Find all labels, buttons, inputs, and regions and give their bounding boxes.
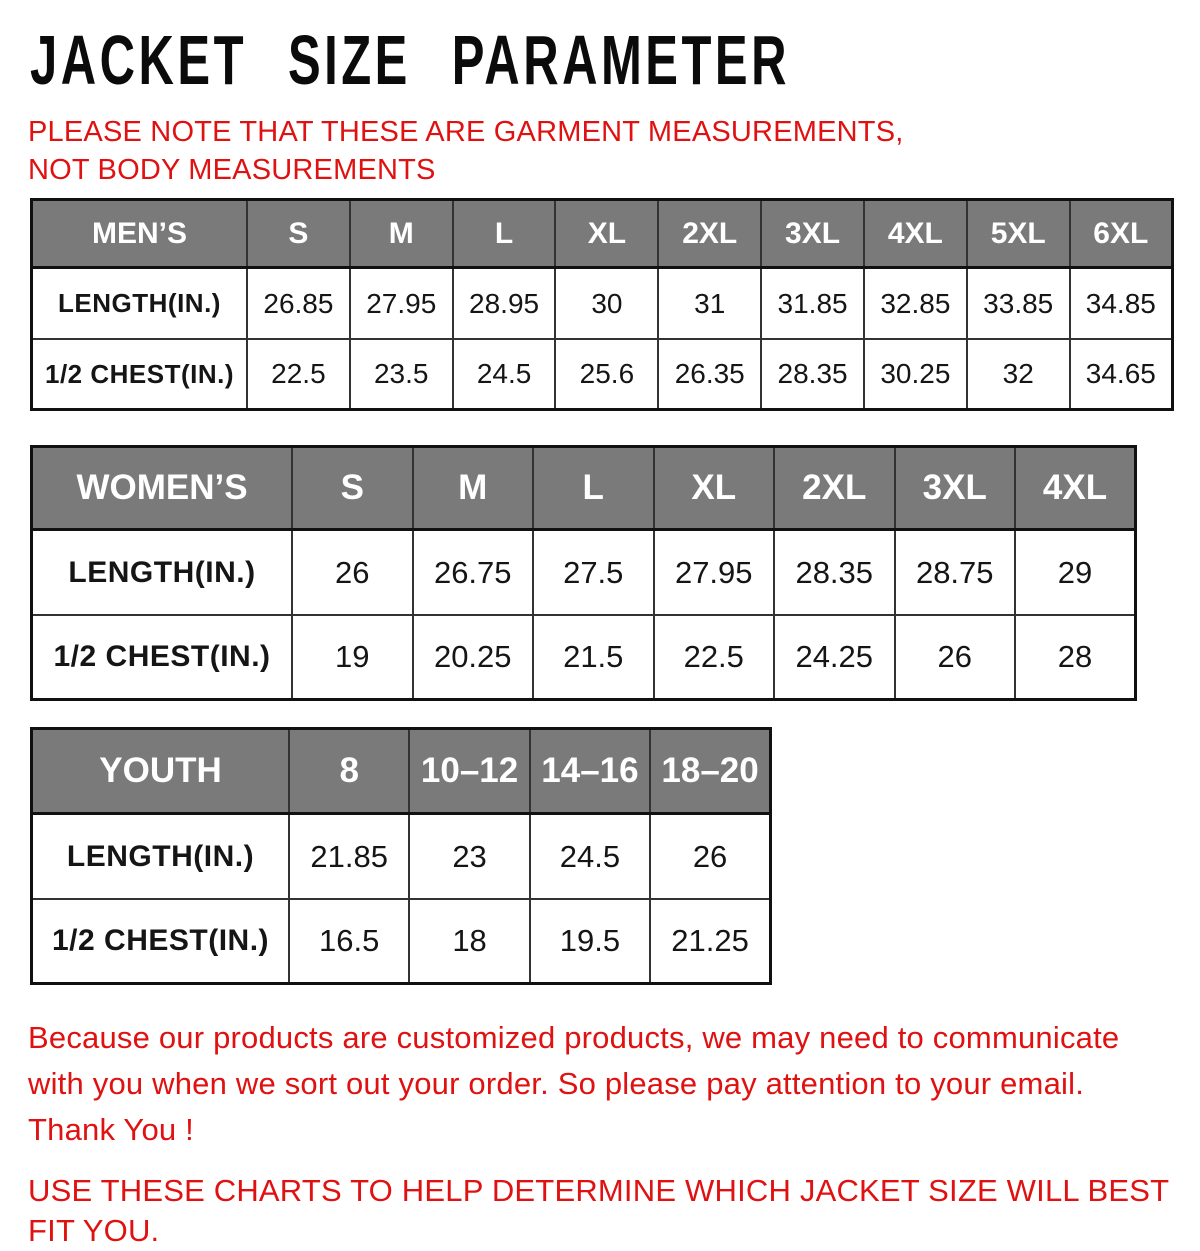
size-value: 26 (292, 530, 413, 615)
mens-size-column-header: 3XL (761, 200, 864, 268)
jacket-size-chart-page (0, 21, 1200, 1251)
size-value: 24.5 (453, 339, 556, 410)
size-value: 27.5 (533, 530, 654, 615)
mens-size-column-header: 6XL (1070, 200, 1173, 268)
size-value: 31 (658, 268, 761, 339)
womens-size-column-header: 4XL (1015, 447, 1136, 530)
mens-size-column-header: 5XL (967, 200, 1070, 268)
youth-size-column-header: 8 (289, 729, 409, 814)
size-value: 28 (1015, 615, 1136, 700)
mens-size-column-header: 2XL (658, 200, 761, 268)
womens-size-column-header: 2XL (774, 447, 895, 530)
womens-size-column-header: L (533, 447, 654, 530)
mens-size-column-header: S (247, 200, 350, 268)
size-value: 25.6 (555, 339, 658, 410)
size-value: 32.85 (864, 268, 967, 339)
youth-size-column-header: 14–16 (530, 729, 650, 814)
youth-header-row (32, 729, 771, 814)
womens-size-column-header: M (413, 447, 534, 530)
size-value: 22.5 (247, 339, 350, 410)
size-value: 28.35 (761, 339, 864, 410)
row-label: LENGTH(IN.) (32, 530, 293, 615)
fit-advice: USE THESE CHARTS TO HELP DETERMINE WHICH JACKET SIZE WILL BEST FIT YOU. (28, 1173, 1169, 1249)
size-value: 33.85 (967, 268, 1070, 339)
youth-measurement-row (32, 814, 771, 899)
youth-table-title: YOUTH (32, 729, 290, 814)
womens-table-title: WOMEN’S (32, 447, 293, 530)
size-value: 28.75 (895, 530, 1016, 615)
size-value: 34.65 (1070, 339, 1173, 410)
row-label: 1/2 CHEST(IN.) (32, 615, 293, 700)
mens-table-title: MEN’S (32, 200, 248, 268)
mens-size-column-header: M (350, 200, 453, 268)
customization-notice: Because our products are customized products, we may need to communicate with you when we sort out your order. So please pay attention to your email. Thank You ! (28, 1020, 1120, 1148)
size-value: 22.5 (654, 615, 775, 700)
mens-size-table (30, 198, 1174, 411)
womens-size-column-header: 3XL (895, 447, 1016, 530)
size-value: 23 (409, 814, 529, 899)
mens-header-row (32, 200, 1173, 268)
womens-size-table (30, 445, 1137, 701)
row-label: 1/2 CHEST(IN.) (32, 339, 248, 410)
size-value: 19 (292, 615, 413, 700)
size-value: 21.5 (533, 615, 654, 700)
size-value: 30 (555, 268, 658, 339)
size-value: 26.75 (413, 530, 534, 615)
size-value: 26 (895, 615, 1016, 700)
row-label: LENGTH(IN.) (32, 268, 248, 339)
size-value: 34.85 (1070, 268, 1173, 339)
size-value: 26.85 (247, 268, 350, 339)
size-value: 28.95 (453, 268, 556, 339)
youth-size-column-header: 18–20 (650, 729, 770, 814)
size-value: 29 (1015, 530, 1136, 615)
page-title: JACKET SIZE PARAMETER (30, 21, 790, 99)
size-value: 24.25 (774, 615, 895, 700)
youth-size-column-header: 10–12 (409, 729, 529, 814)
womens-header-row (32, 447, 1136, 530)
mens-size-column-header: 4XL (864, 200, 967, 268)
size-value: 27.95 (350, 268, 453, 339)
size-value: 26 (650, 814, 770, 899)
mens-measurement-row (32, 339, 1173, 410)
size-value: 24.5 (530, 814, 650, 899)
youth-measurement-row (32, 899, 771, 984)
size-value: 20.25 (413, 615, 534, 700)
size-value: 26.35 (658, 339, 761, 410)
garment-measurement-note: PLEASE NOTE THAT THESE ARE GARMENT MEASUREMENTS, NOT BODY MEASUREMENTS (28, 115, 904, 187)
mens-size-column-header: XL (555, 200, 658, 268)
mens-size-column-header: L (453, 200, 556, 268)
mens-measurement-row (32, 268, 1173, 339)
womens-measurement-row (32, 530, 1136, 615)
size-value: 27.95 (654, 530, 775, 615)
youth-size-table (30, 727, 772, 985)
womens-size-column-header: XL (654, 447, 775, 530)
size-value: 16.5 (289, 899, 409, 984)
row-label: 1/2 CHEST(IN.) (32, 899, 290, 984)
size-value: 21.85 (289, 814, 409, 899)
size-value: 18 (409, 899, 529, 984)
size-value: 23.5 (350, 339, 453, 410)
size-value: 19.5 (530, 899, 650, 984)
size-value: 21.25 (650, 899, 770, 984)
womens-measurement-row (32, 615, 1136, 700)
row-label: LENGTH(IN.) (32, 814, 290, 899)
size-value: 32 (967, 339, 1070, 410)
womens-size-column-header: S (292, 447, 413, 530)
size-value: 31.85 (761, 268, 864, 339)
size-value: 28.35 (774, 530, 895, 615)
size-value: 30.25 (864, 339, 967, 410)
